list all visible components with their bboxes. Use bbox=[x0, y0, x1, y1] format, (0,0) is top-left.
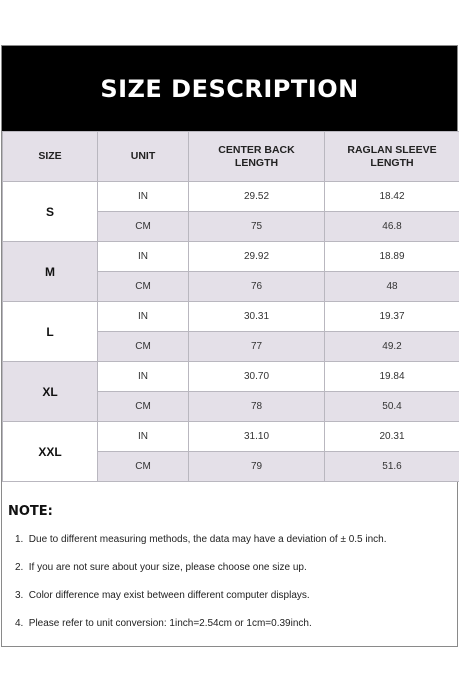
note-item bbox=[15, 561, 457, 589]
table-row bbox=[3, 242, 459, 272]
unit-cell: IN bbox=[98, 182, 189, 212]
note-number: 1. bbox=[15, 534, 24, 545]
center-back-cell: 31.10 bbox=[189, 422, 325, 452]
note-text: Due to different measuring methods, the data may have a deviation of ± 0.5 inch. bbox=[28, 534, 387, 545]
raglan-sleeve-cell: 19.84 bbox=[325, 362, 459, 392]
size-cell-m: M bbox=[3, 242, 98, 302]
raglan-sleeve-cell: 48 bbox=[325, 272, 459, 302]
size-cell-l: L bbox=[3, 302, 98, 362]
note-item bbox=[15, 589, 457, 617]
raglan-sleeve-cell: 19.37 bbox=[325, 302, 459, 332]
note-number: 2. bbox=[15, 562, 24, 573]
notes-section bbox=[2, 482, 457, 645]
unit-cell: CM bbox=[98, 272, 189, 302]
header-raglan-sleeve-line2: LENGTH bbox=[370, 156, 414, 169]
unit-cell: CM bbox=[98, 332, 189, 362]
center-back-cell: 29.52 bbox=[189, 182, 325, 212]
unit-cell: IN bbox=[98, 422, 189, 452]
center-back-cell: 30.70 bbox=[189, 362, 325, 392]
header-center-back-line2: LENGTH bbox=[234, 156, 279, 169]
size-cell-s: S bbox=[3, 182, 98, 242]
note-text: Please refer to unit conversion: 1inch=2.54cm or 1cm=0.39inch. bbox=[28, 618, 312, 629]
header-unit-label: UNIT bbox=[130, 150, 156, 162]
note-number: 4. bbox=[15, 618, 24, 629]
unit-cell: CM bbox=[98, 212, 189, 242]
page-title: SIZE DESCRIPTION bbox=[2, 46, 457, 131]
raglan-sleeve-cell: 50.4 bbox=[325, 392, 459, 422]
raglan-sleeve-cell: 49.2 bbox=[325, 332, 459, 362]
note-text: If you are not sure about your size, please choose one size up. bbox=[28, 562, 307, 573]
table-row bbox=[3, 422, 459, 452]
size-cell-xl: XL bbox=[3, 362, 98, 422]
unit-cell: CM bbox=[98, 452, 189, 482]
center-back-cell: 29.92 bbox=[189, 242, 325, 272]
raglan-sleeve-cell: 46.8 bbox=[325, 212, 459, 242]
size-table bbox=[2, 131, 459, 482]
center-back-cell: 30.31 bbox=[189, 302, 325, 332]
note-item bbox=[15, 617, 457, 645]
unit-cell: CM bbox=[98, 392, 189, 422]
header-unit bbox=[98, 132, 189, 182]
note-number: 3. bbox=[15, 590, 24, 601]
table-row bbox=[3, 362, 459, 392]
center-back-cell: 76 bbox=[189, 272, 325, 302]
header-raglan-sleeve-length bbox=[325, 132, 459, 182]
raglan-sleeve-cell: 18.89 bbox=[325, 242, 459, 272]
raglan-sleeve-cell: 20.31 bbox=[325, 422, 459, 452]
header-center-back-line1: CENTER BACK bbox=[218, 143, 295, 156]
header-center-back-length bbox=[189, 132, 325, 182]
table-header-row bbox=[3, 132, 459, 182]
unit-cell: IN bbox=[98, 242, 189, 272]
table-row bbox=[3, 302, 459, 332]
note-title: NOTE: bbox=[8, 504, 53, 519]
center-back-cell: 78 bbox=[189, 392, 325, 422]
unit-cell: IN bbox=[98, 302, 189, 332]
header-size-label: SIZE bbox=[38, 150, 62, 162]
table-row bbox=[3, 182, 459, 212]
raglan-sleeve-cell: 18.42 bbox=[325, 182, 459, 212]
raglan-sleeve-cell: 51.6 bbox=[325, 452, 459, 482]
size-chart bbox=[1, 45, 458, 647]
note-item bbox=[15, 533, 457, 561]
size-cell-xxl: XXL bbox=[3, 422, 98, 482]
note-text: Color difference may exist between different computer displays. bbox=[28, 590, 310, 601]
header-raglan-sleeve-line1: RAGLAN SLEEVE bbox=[347, 143, 437, 156]
center-back-cell: 79 bbox=[189, 452, 325, 482]
center-back-cell: 77 bbox=[189, 332, 325, 362]
center-back-cell: 75 bbox=[189, 212, 325, 242]
note-list bbox=[8, 533, 457, 645]
header-size bbox=[3, 132, 98, 182]
unit-cell: IN bbox=[98, 362, 189, 392]
